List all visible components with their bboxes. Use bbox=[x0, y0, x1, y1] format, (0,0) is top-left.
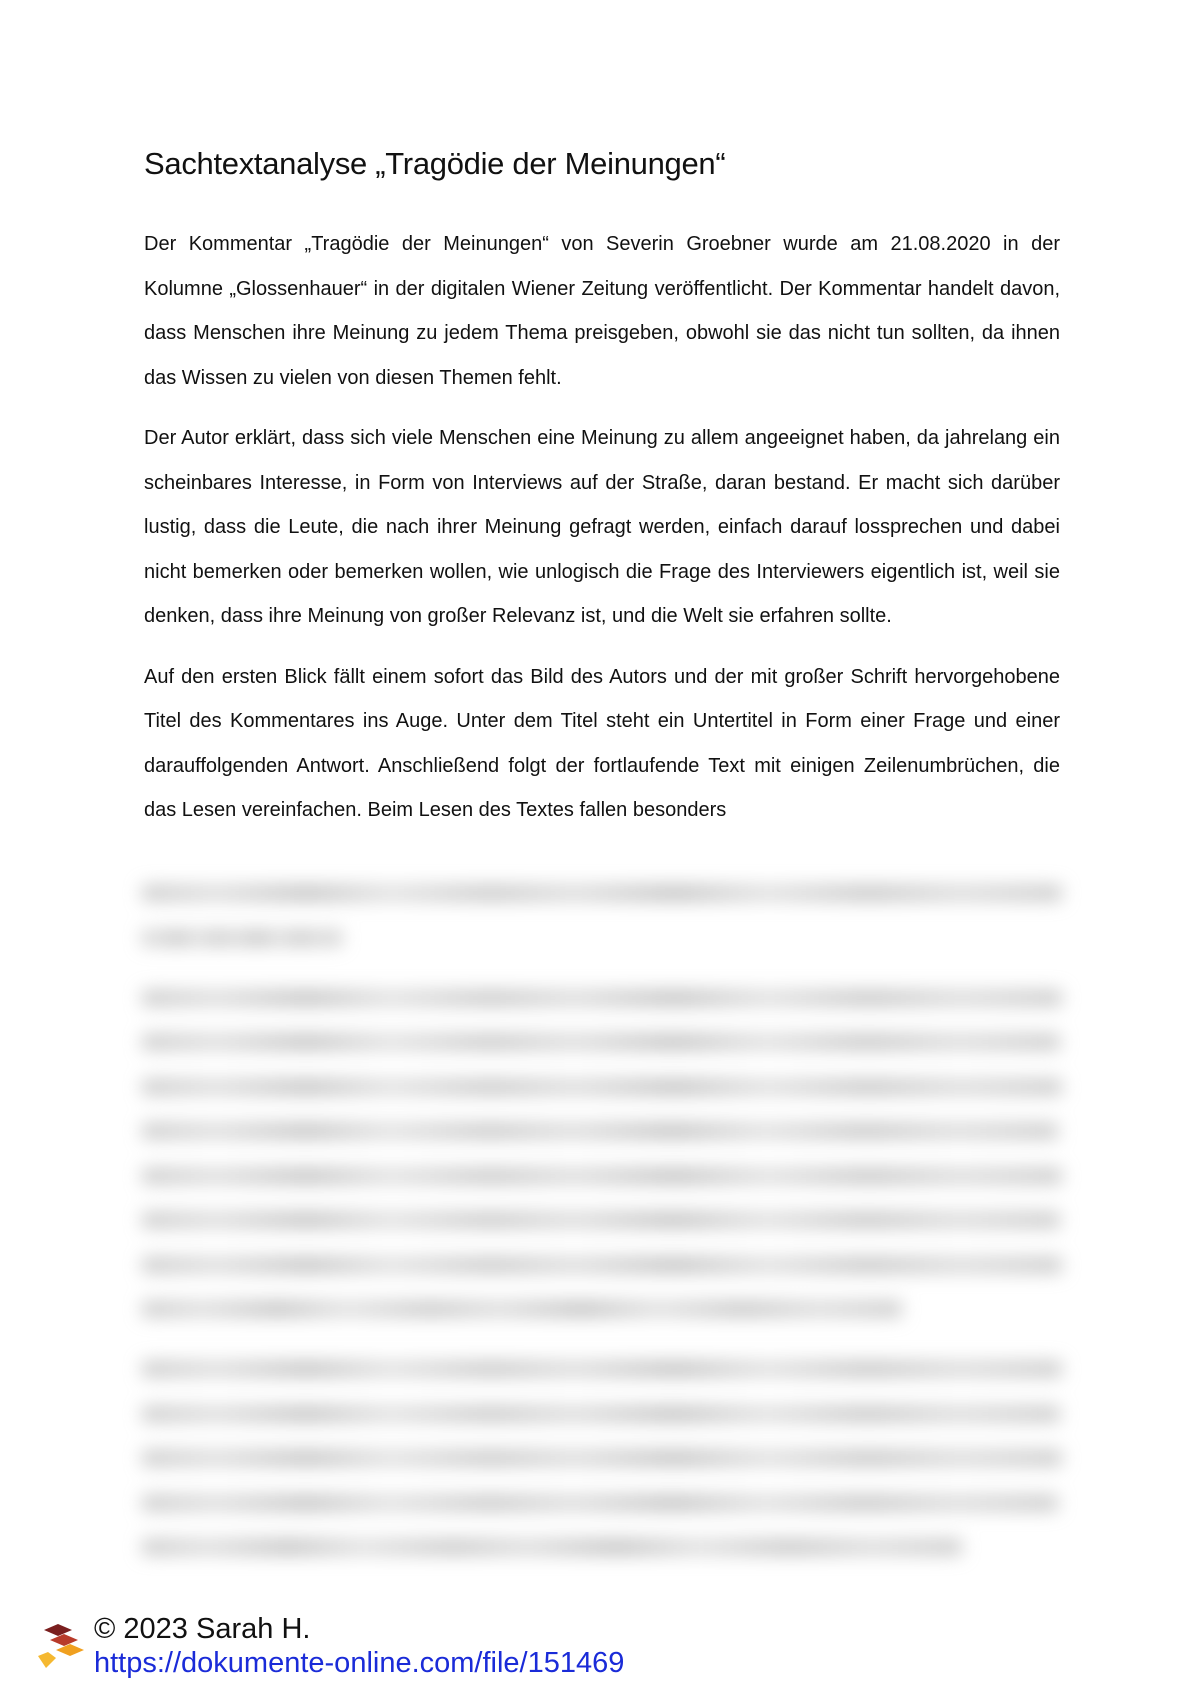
paragraph-3: Auf den ersten Blick fällt einem sofort das Bild des Autors und der mit großer Schrift hervorgehobene Titel des Kommentares ins Auge. Unter dem Titel steht ein Untertitel in Form einer Frage und einer darauffolgenden Antwort. Anschließend folgt der fortlaufende Text mit einigen Zeilenumbrüchen, die das Lesen vereinfachen. Beim Lesen des Textes fallen besonders bbox=[144, 665, 1060, 821]
footer bbox=[36, 1612, 624, 1680]
page-title: Sachtextanalyse „Tragödie der Meinungen“ bbox=[144, 146, 726, 181]
paragraph-2: Der Autor erklärt, dass sich viele Menschen eine Meinung zu allem angeeignet haben, da jahrelang ein scheinbares Interesse, in Form von Interviews auf der Straße, daran bestand. Er macht sich darüber lustig, dass die Leute, die nach ihrer Meinung gefragt werden, einfach darauf lossprechen und dabei nicht bemerken oder bemerken wollen, wie unlogisch die Frage des Interviewers eigentlich ist, weil sie denken, dass ihre Meinung von großer Relevanz ist, und die Welt sie erfahren sollte. bbox=[144, 427, 1060, 627]
blurred-paragraph bbox=[128, 885, 1078, 946]
stacked-diamonds-logo-icon bbox=[36, 1622, 86, 1670]
blurred-paragraph bbox=[128, 990, 1078, 1318]
copyright-text: © 2023 Sarah H. bbox=[94, 1613, 311, 1645]
blurred-content-preview bbox=[128, 885, 1078, 1575]
blurred-paragraph bbox=[128, 1361, 1078, 1555]
document-body bbox=[144, 222, 1060, 849]
document-link[interactable]: https://dokumente-online.com/file/151469 bbox=[94, 1647, 625, 1679]
paragraph-1: Der Kommentar „Tragödie der Meinungen“ von Severin Groebner wurde am 21.08.2020 in der Kolumne „Glossenhauer“ in der digitalen Wiener Zeitung veröffentlicht. Der Kommentar handelt davon, dass Menschen ihre Meinung zu jedem Thema preisgeben, obwohl sie das nicht tun sollten, da ihnen das Wissen zu vielen von diesen Themen fehlt. bbox=[144, 233, 1060, 389]
